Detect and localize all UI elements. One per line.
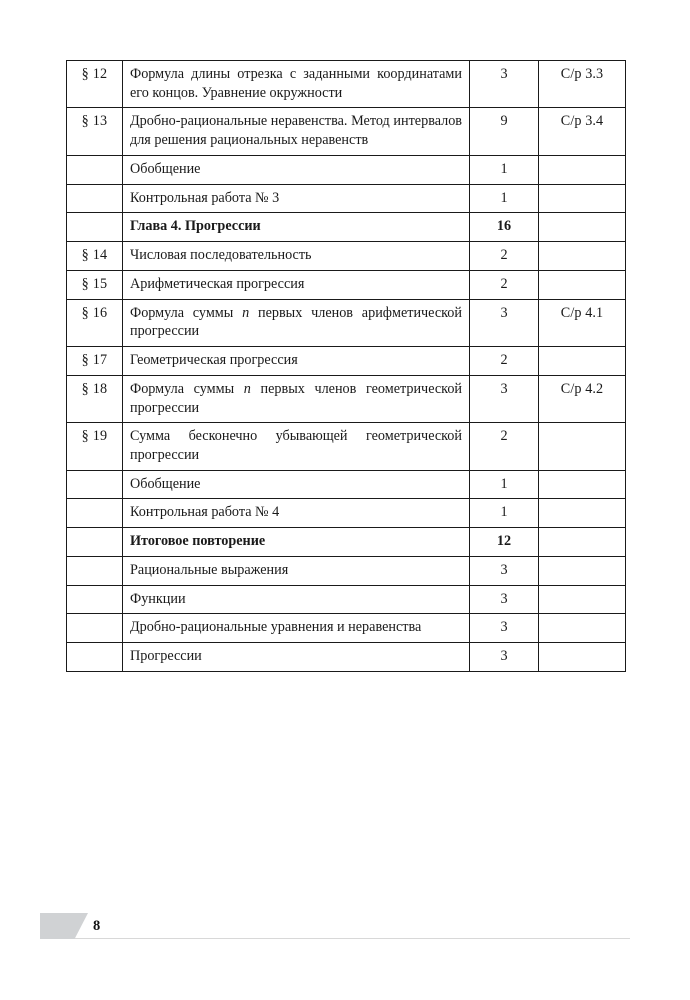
cell-section: § 16 xyxy=(67,299,123,346)
table-row xyxy=(67,270,626,299)
table-row xyxy=(67,108,626,155)
table-row xyxy=(67,61,626,108)
table-row xyxy=(67,347,626,376)
cell-title: Формула суммы n первых членов геометрической прогрессии xyxy=(123,375,470,422)
cell-work xyxy=(539,270,626,299)
cell-hours: 3 xyxy=(470,375,539,422)
cell-work: С/р 4.1 xyxy=(539,299,626,346)
table-row xyxy=(67,528,626,557)
table-row xyxy=(67,184,626,213)
table-row xyxy=(67,423,626,470)
cell-section xyxy=(67,184,123,213)
cell-section xyxy=(67,213,123,242)
cell-work xyxy=(539,347,626,376)
cell-section xyxy=(67,556,123,585)
cell-hours: 3 xyxy=(470,585,539,614)
table-row xyxy=(67,155,626,184)
cell-title: Глава 4. Прогрессии xyxy=(123,213,470,242)
table-row xyxy=(67,643,626,672)
table-of-contents-table xyxy=(66,60,626,672)
cell-work xyxy=(539,614,626,643)
cell-hours: 12 xyxy=(470,528,539,557)
cell-title: Контрольная работа № 3 xyxy=(123,184,470,213)
cell-work xyxy=(539,242,626,271)
cell-hours: 2 xyxy=(470,242,539,271)
cell-section: § 18 xyxy=(67,375,123,422)
cell-section: § 12 xyxy=(67,61,123,108)
cell-hours: 3 xyxy=(470,61,539,108)
cell-work xyxy=(539,423,626,470)
cell-hours: 16 xyxy=(470,213,539,242)
table-row xyxy=(67,614,626,643)
table-row xyxy=(67,242,626,271)
cell-section xyxy=(67,499,123,528)
page-number: 8 xyxy=(93,918,101,934)
cell-work xyxy=(539,643,626,672)
cell-hours: 9 xyxy=(470,108,539,155)
cell-title: Арифметическая прогрессия xyxy=(123,270,470,299)
cell-title: Дробно-рациональные неравенства. Метод интервалов для решения рациональных неравенств xyxy=(123,108,470,155)
cell-hours: 3 xyxy=(470,556,539,585)
cell-work xyxy=(539,528,626,557)
cell-section: § 13 xyxy=(67,108,123,155)
cell-section xyxy=(67,470,123,499)
cell-section: § 15 xyxy=(67,270,123,299)
footer-rule xyxy=(40,938,630,939)
cell-work: С/р 3.4 xyxy=(539,108,626,155)
table-row xyxy=(67,585,626,614)
cell-title: Дробно-рациональные уравнения и неравенства xyxy=(123,614,470,643)
cell-work xyxy=(539,499,626,528)
cell-title: Геометрическая прогрессия xyxy=(123,347,470,376)
cell-title: Контрольная работа № 4 xyxy=(123,499,470,528)
cell-section xyxy=(67,643,123,672)
cell-section xyxy=(67,528,123,557)
cell-work xyxy=(539,470,626,499)
cell-title: Итоговое повторение xyxy=(123,528,470,557)
cell-work xyxy=(539,184,626,213)
cell-work xyxy=(539,155,626,184)
cell-title: Прогрессии xyxy=(123,643,470,672)
footer-tab-shape xyxy=(40,913,88,939)
cell-title: Формула длины отрезка с заданными координатами его концов. Уравнение окружности xyxy=(123,61,470,108)
cell-section: § 19 xyxy=(67,423,123,470)
cell-title: Обобщение xyxy=(123,155,470,184)
cell-hours: 3 xyxy=(470,643,539,672)
cell-hours: 1 xyxy=(470,499,539,528)
cell-title: Функции xyxy=(123,585,470,614)
cell-hours: 3 xyxy=(470,614,539,643)
cell-hours: 2 xyxy=(470,347,539,376)
page-footer xyxy=(0,906,690,946)
cell-title: Рациональные выражения xyxy=(123,556,470,585)
cell-hours: 1 xyxy=(470,184,539,213)
table-row xyxy=(67,299,626,346)
cell-hours: 3 xyxy=(470,299,539,346)
cell-hours: 2 xyxy=(470,423,539,470)
cell-title: Сумма бесконечно убывающей геометрической прогрессии xyxy=(123,423,470,470)
cell-hours: 1 xyxy=(470,155,539,184)
cell-hours: 1 xyxy=(470,470,539,499)
cell-section xyxy=(67,614,123,643)
cell-section: § 17 xyxy=(67,347,123,376)
cell-work: С/р 3.3 xyxy=(539,61,626,108)
cell-hours: 2 xyxy=(470,270,539,299)
table-row xyxy=(67,470,626,499)
cell-work xyxy=(539,585,626,614)
cell-title: Числовая последовательность xyxy=(123,242,470,271)
cell-title: Обобщение xyxy=(123,470,470,499)
cell-section: § 14 xyxy=(67,242,123,271)
table-row xyxy=(67,556,626,585)
table-row xyxy=(67,499,626,528)
table-body xyxy=(67,61,626,672)
table-row xyxy=(67,213,626,242)
cell-title: Формула суммы n первых членов арифметической прогрессии xyxy=(123,299,470,346)
cell-work xyxy=(539,213,626,242)
cell-section xyxy=(67,585,123,614)
table-row xyxy=(67,375,626,422)
cell-section xyxy=(67,155,123,184)
cell-work xyxy=(539,556,626,585)
cell-work: С/р 4.2 xyxy=(539,375,626,422)
